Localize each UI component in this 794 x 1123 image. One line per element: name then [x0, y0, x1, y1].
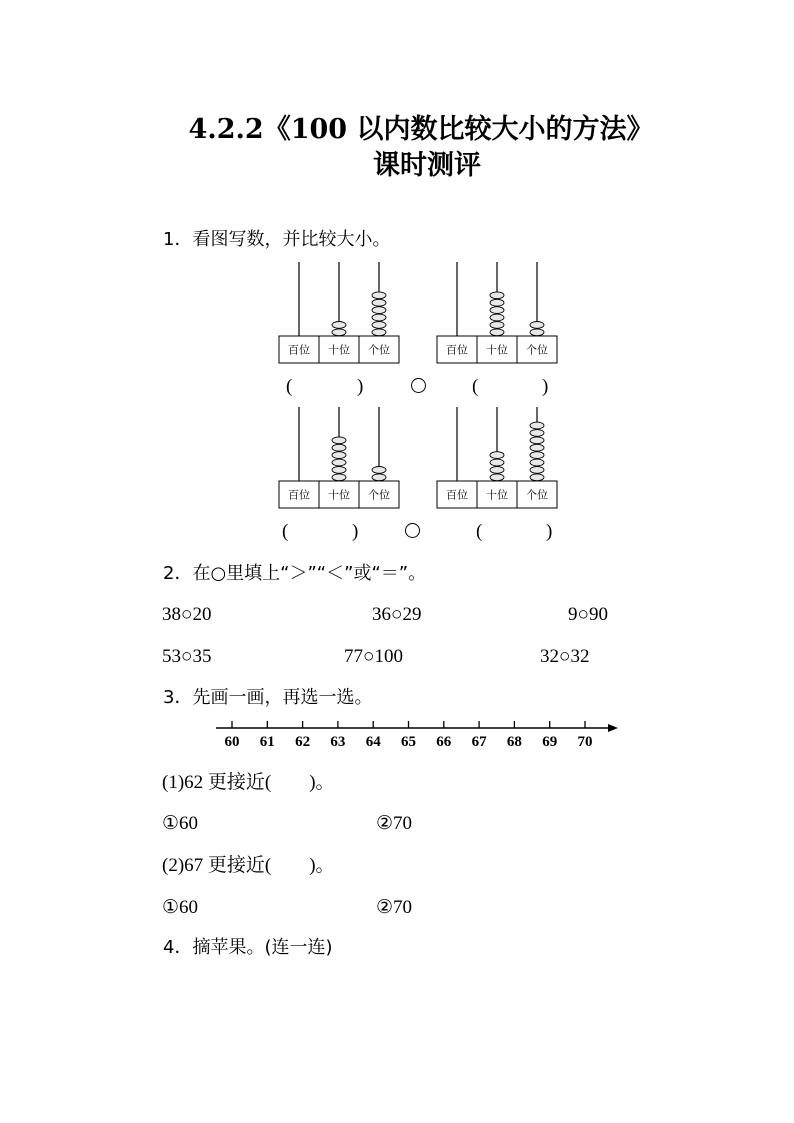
- number-line-label: 65: [401, 734, 416, 750]
- question-2-prompt: 2．在○里填上“＞”“＜”或“＝”。: [163, 563, 427, 584]
- option-item[interactable]: ②70: [376, 897, 413, 918]
- answer-blank-open: (: [476, 521, 483, 542]
- answer-blank-close: ): [546, 521, 553, 542]
- number-line-label: 60: [224, 734, 240, 750]
- place-value-label: 个位: [526, 343, 548, 357]
- page-title: 4.2.2《100 以内数比较大小的方法》: [188, 114, 654, 145]
- page-subtitle: 课时测评: [373, 150, 481, 181]
- place-value-label: 个位: [368, 343, 390, 357]
- question-3-prompt: 3．先画一画，再选一选。: [163, 687, 373, 708]
- answer-blank-open: (: [282, 521, 289, 542]
- number-line-label: 66: [436, 734, 452, 750]
- number-line-label: 62: [295, 734, 311, 750]
- answer-blank-close: ): [357, 376, 364, 397]
- number-line-label: 70: [577, 734, 593, 750]
- option-item[interactable]: ①60: [162, 813, 199, 834]
- place-value-label: 十位: [486, 343, 508, 357]
- place-value-label: 百位: [446, 488, 468, 502]
- place-value-label: 个位: [368, 488, 390, 502]
- question-1-prompt: 1．看图写数，并比较大小。: [163, 229, 391, 250]
- question-3-sub2: (2)67 更接近( )。: [162, 855, 335, 876]
- answer-blank-close: ): [542, 376, 549, 397]
- option-item[interactable]: ②70: [376, 813, 413, 834]
- answer-blank-open: (: [472, 376, 479, 397]
- answer-blank-open: (: [286, 376, 293, 397]
- place-value-label: 百位: [288, 343, 310, 357]
- option-item[interactable]: ①60: [162, 897, 199, 918]
- compare-item[interactable]: 77○100: [344, 646, 403, 667]
- number-line-label: 69: [542, 734, 558, 750]
- question-3-sub1: (1)62 更接近( )。: [162, 772, 335, 793]
- place-value-label: 十位: [486, 488, 508, 502]
- place-value-label: 个位: [526, 488, 548, 502]
- number-line-label: 63: [330, 734, 346, 750]
- question-4-prompt: 4．摘苹果。(连一连): [163, 937, 333, 958]
- place-value-label: 百位: [446, 343, 468, 357]
- compare-item[interactable]: 9○90: [568, 604, 608, 625]
- number-line-label: 61: [259, 734, 275, 750]
- place-value-label: 十位: [328, 343, 350, 357]
- number-line-label: 64: [365, 734, 381, 750]
- compare-item[interactable]: 32○32: [540, 646, 590, 667]
- compare-item[interactable]: 53○35: [162, 646, 212, 667]
- answer-blank-close: ): [352, 521, 359, 542]
- number-line-label: 68: [506, 734, 522, 750]
- number-line-label: 67: [471, 734, 487, 750]
- place-value-label: 十位: [328, 488, 350, 502]
- compare-item[interactable]: 36○29: [372, 604, 422, 625]
- compare-item[interactable]: 38○20: [162, 604, 212, 625]
- place-value-label: 百位: [288, 488, 310, 502]
